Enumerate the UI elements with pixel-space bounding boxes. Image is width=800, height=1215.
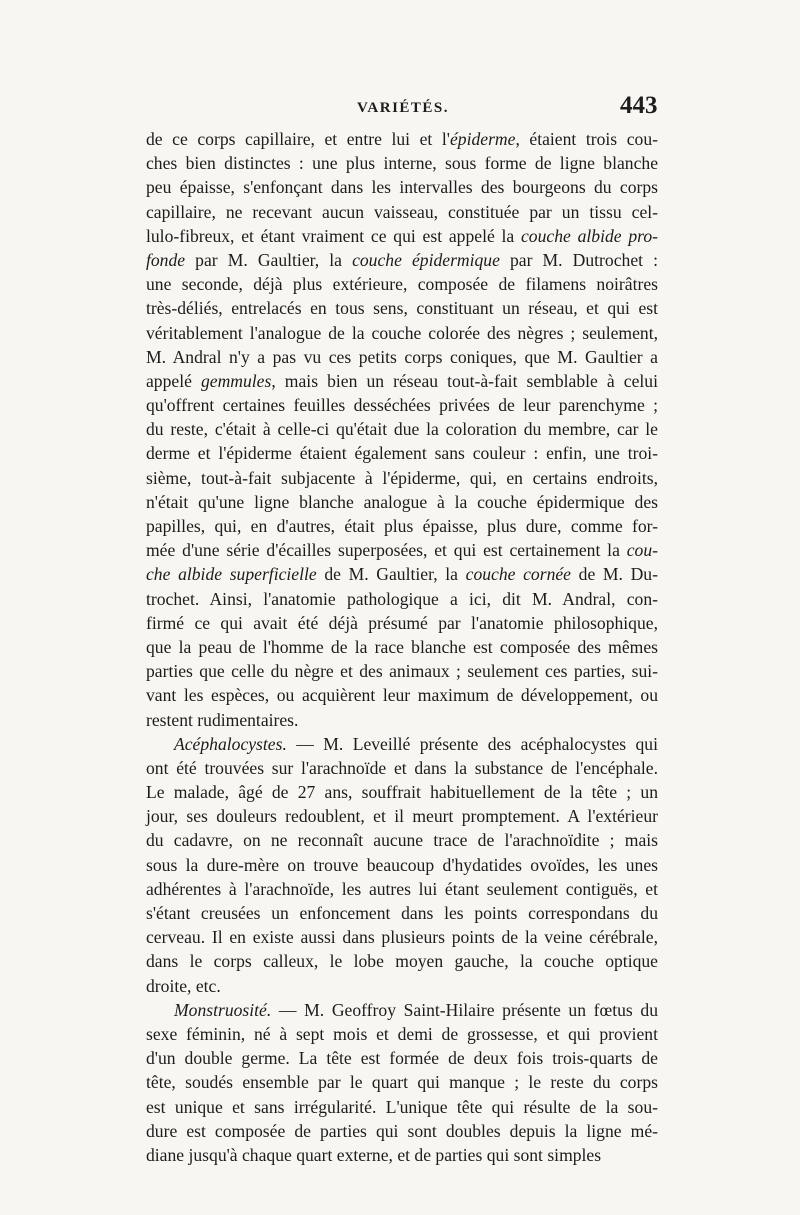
text-line xyxy=(146,1143,658,1167)
text-run: — M. Leveillé présente des acéphalocystes qui xyxy=(286,733,658,754)
text-line xyxy=(146,1095,658,1119)
text-run: dans le corps calleux, le lobe moyen gauche, la couche optique xyxy=(146,951,658,972)
text-run: s'étant creusées un enfoncement dans les points correspondans du xyxy=(146,903,658,923)
text-line xyxy=(146,1070,658,1094)
running-title: VARIÉTÉS. xyxy=(357,100,450,116)
text-line xyxy=(146,321,658,345)
text-run: lulo-fibreux, et étant vraiment ce qui est appelé la xyxy=(146,225,521,246)
text-run: de ce corps capillaire, et entre lui et l' xyxy=(146,129,450,149)
paragraph xyxy=(146,127,658,732)
italic-term: fonde xyxy=(146,249,186,270)
text-run: restent rudimentaires. xyxy=(146,709,299,730)
text-run: très-déliés, entrelacés en tous sens, constituant un réseau, et qui est xyxy=(146,298,658,319)
text-line xyxy=(146,248,658,272)
text-line xyxy=(146,853,658,877)
italic-term: gemmules xyxy=(200,370,272,391)
text-run: papilles, qui, en d'autres, était plus épaisse, plus dure, comme for- xyxy=(146,516,658,536)
text-line xyxy=(146,272,658,296)
text-run: par M. Dutrochet : xyxy=(499,249,658,270)
text-run: peu épaisse, s'enfonçant dans les intervalles des bourgeons du corps xyxy=(146,177,658,198)
text-run: sous la dure-mère on trouve beaucoup d'hydatides ovoïdes, les unes xyxy=(146,854,658,875)
text-line xyxy=(146,466,658,490)
text-run: cerveau. Il en existe aussi dans plusieurs points de la veine cérébrale, xyxy=(146,927,658,948)
text-run: diane jusqu'à chaque quart externe, et de parties qui sont simples xyxy=(146,1144,602,1165)
text-run: de M. Du- xyxy=(570,564,658,585)
text-run: que la peau de l'homme de la race blanche est composée des mêmes xyxy=(146,636,658,657)
text-line xyxy=(146,200,658,224)
text-line xyxy=(146,998,658,1022)
text-line xyxy=(146,587,658,611)
text-run: dure est composée de parties qui sont doubles depuis la ligne mé- xyxy=(146,1120,658,1141)
text-line xyxy=(146,877,658,901)
text-run: mée d'une série d'écailles superposées, et qui est certainement la xyxy=(146,540,627,561)
text-line xyxy=(146,708,658,732)
text-line xyxy=(146,296,658,320)
text-line xyxy=(146,1046,658,1070)
text-line xyxy=(146,901,658,925)
text-line xyxy=(146,804,658,828)
text-run: trochet. Ainsi, l'anatomie pathologique a ici, dit M. Andral, con- xyxy=(146,588,658,609)
text-run: de M. Gaultier, la xyxy=(316,564,466,585)
text-run: , mais bien un réseau tout-à-fait semblable à celui xyxy=(271,370,658,391)
text-line xyxy=(146,417,658,441)
text-run: une seconde, déjà plus extérieure, composée de filamens noirâtres xyxy=(146,274,658,295)
italic-term: che albide superficielle xyxy=(146,564,317,585)
section-heading: Acéphalocystes. xyxy=(174,733,287,754)
text-run: par M. Gaultier, la xyxy=(185,249,353,270)
text-line xyxy=(146,490,658,514)
text-run: ont été trouvées sur l'arachnoïde et dans la substance de l'encéphale. xyxy=(146,757,658,778)
text-line xyxy=(146,828,658,852)
italic-term: couche cornée xyxy=(465,564,571,585)
text-line xyxy=(146,1022,658,1046)
italic-term: cou- xyxy=(626,540,658,561)
text-run: parties que celle du nègre et des animaux ; seulement ces parties, sui- xyxy=(146,661,658,682)
text-line xyxy=(146,345,658,369)
body-text xyxy=(146,127,658,1167)
text-line xyxy=(146,562,658,586)
page-number: 443 xyxy=(620,92,658,119)
text-run: d'un double germe. La tête est formée de deux fois trois-quarts de xyxy=(146,1048,658,1069)
text-line xyxy=(146,441,658,465)
text-run: du reste, c'était à celle-ci qu'était due la coloration du membre, car le xyxy=(146,419,658,440)
italic-term: couche épidermique xyxy=(352,249,500,270)
text-run: vant les espèces, ou acquièrent leur maximum de développement, ou xyxy=(146,685,658,706)
text-line xyxy=(146,1119,658,1143)
italic-term: couche albide pro- xyxy=(521,225,658,246)
paragraph xyxy=(146,998,658,1167)
text-line xyxy=(146,756,658,780)
text-run: qu'offrent certaines feuilles desséchées privées de leur parenchyme ; xyxy=(146,395,658,416)
text-line xyxy=(146,224,658,248)
text-run: est unique et sans irrégularité. L'unique tête qui résulte de la sou- xyxy=(146,1096,658,1117)
text-line xyxy=(146,780,658,804)
running-head xyxy=(0,92,800,122)
text-run: appelé xyxy=(146,370,201,391)
text-run: sexe féminin, né à sept mois et demi de grossesse, et qui provient xyxy=(146,1023,658,1044)
text-line xyxy=(146,369,658,393)
text-line xyxy=(146,659,658,683)
text-run: ches bien distinctes : une plus interne, sous forme de ligne blanche xyxy=(146,153,658,174)
italic-term: épiderme xyxy=(449,129,516,149)
text-run: capillaire, ne recevant aucun vaisseau, constituée par un tissu cel- xyxy=(146,201,658,222)
paragraph xyxy=(146,732,658,998)
text-run: , étaient trois cou- xyxy=(515,129,658,149)
text-line xyxy=(146,175,658,199)
text-line xyxy=(146,393,658,417)
text-run: M. Andral n'y a pas vu ces petits corps coniques, que M. Gaultier a xyxy=(146,346,658,367)
text-line xyxy=(146,732,658,756)
text-run: firmé ce qui avait été déjà présumé par l'anatomie philosophique, xyxy=(146,612,658,633)
text-line xyxy=(146,949,658,973)
text-line xyxy=(146,611,658,635)
text-line xyxy=(146,151,658,175)
text-line xyxy=(146,514,658,538)
text-run: tête, soudés ensemble par le quart qui manque ; le reste du corps xyxy=(146,1072,658,1093)
text-line xyxy=(146,974,658,998)
text-run: droite, etc. xyxy=(146,975,221,996)
text-run: adhérentes à l'arachnoïde, les autres lui étant seulement contiguës, et xyxy=(146,878,658,899)
text-run: n'était qu'une ligne blanche analogue à la couche épidermique des xyxy=(146,491,658,512)
section-heading: Monstruosité. xyxy=(174,999,272,1020)
text-run: du cadavre, on ne reconnaît aucune trace de l'arachnoïdite ; mais xyxy=(146,830,658,851)
text-line xyxy=(146,127,658,151)
text-run: sième, tout-à-fait subjacente à l'épiderme, qui, en certains endroits, xyxy=(146,467,658,488)
text-run: jour, ses douleurs redoublent, et il meurt promptement. A l'extérieur xyxy=(146,806,658,827)
text-line xyxy=(146,635,658,659)
text-line xyxy=(146,683,658,707)
text-line xyxy=(146,538,658,562)
text-run: — M. Geoffroy Saint-Hilaire présente un fœtus du xyxy=(271,999,658,1020)
text-run: derme et l'épiderme étaient également sans couleur : enfin, une troi- xyxy=(146,443,658,464)
text-run: Le malade, âgé de 27 ans, souffrait habituellement de la tête ; un xyxy=(146,782,658,803)
text-line xyxy=(146,925,658,949)
text-run: véritablement l'analogue de la couche colorée des nègres ; seulement, xyxy=(146,322,658,343)
